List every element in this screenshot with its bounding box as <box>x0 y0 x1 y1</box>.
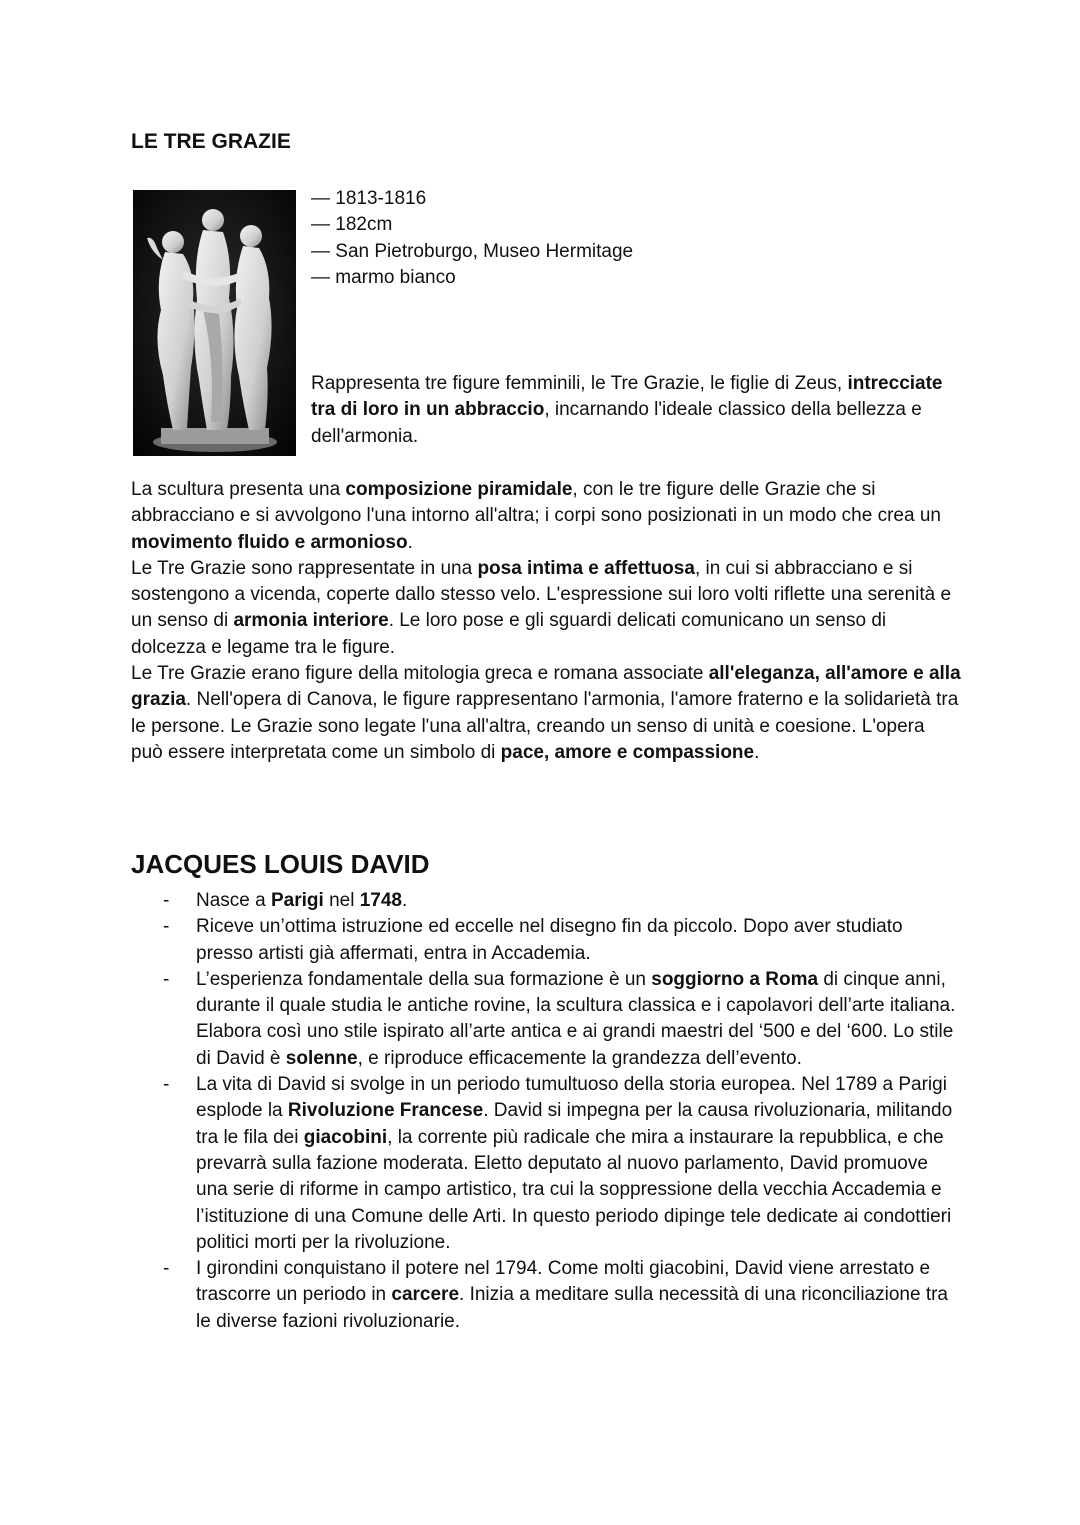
fact-date: — 1813-1816 <box>311 188 427 209</box>
artwork-facts <box>311 186 633 291</box>
bullet-dash: - <box>163 890 170 911</box>
paragraph-meaning: Le Tre Grazie erano figure della mitologia greca e romana associate all'eleganza, all'amore e alla grazia. Nell'opera di Canova, le figure rappresentano l'armonia, l'amore fraterno e la solidarietà tra le persone. Le Grazie sono legate l'una all'altra, creando un senso di unità e coesione. L'opera può essere interpretata come un simbolo di pace, amore e compassione. <box>131 663 961 763</box>
bullet-dash: - <box>163 1074 170 1096</box>
list-item-text: L’esperienza fondamentale della sua formazione è un soggiorno a Roma di cinque anni, durante il quale studia le antiche rovine, la scultura classica e i capolavori dell’arte italiana. Elabora così uno stile ispirato all’arte antica e ai grandi maestri del ‘500 e del ‘600. Lo stile di David è solenne, e riproduce efficacemente la grandezza dell’evento. <box>196 968 956 1069</box>
list-item-text: Nasce a Parigi nel 1748. <box>196 890 408 911</box>
list-item-text: I girondini conquistano il potere nel 1794. Come molti giacobini, David viene arrestato e trascorre un periodo in carcere. Inizia a meditare sulla necessità di una riconciliazione tra le diverse fazioni rivoluzionarie. <box>196 1258 948 1332</box>
bold-text: Rivoluzione Francese <box>287 1100 484 1122</box>
bold-text: carcere <box>391 1284 460 1306</box>
list-item-text: La vita di David si svolge in un periodo tumultuoso della storia europea. Nel 1789 a Parigi esplode la Rivoluzione Francese. David si impegna per la causa rivoluzionaria, militando tra le fila dei giacobini, la corrente più radicale che mira a instaurare la repubblica, e che prevarrà sulla fazione moderata. Eletto deputato al nuovo parlamento, David promuove una serie di riforme in campo artistico, tra cui la soppressione della vecchia Accademia e l’istituzione di una Comune delle Arti. In questo periodo dipinge tele dedicate ai condottieri politici morti per la rivoluzione. <box>196 1074 953 1253</box>
section-title-tre-grazie: LE TRE GRAZIE <box>131 130 291 153</box>
bold-text: pace, amore e compassione <box>500 741 755 763</box>
paragraph-composition: La scultura presenta una composizione piramidale, con le tre figure delle Grazie che si abbracciano e si avvolgono l'una intorno all'altra; i corpi sono posizionati in un modo che crea un movimento fluido e armonioso. <box>131 479 941 553</box>
intro-paragraph: Rappresenta tre figure femminili, le Tre Grazie, le figlie di Zeus, intrecciate tra di loro in un abbraccio, incarnando l'ideale classico della bellezza e dell'armonia. <box>311 373 943 447</box>
list-item-text: Riceve un’ottima istruzione ed eccelle nel disegno fin da piccolo. Dopo aver studiato presso artisti già affermati, entra in Accademia. <box>196 916 903 964</box>
fact-height: — 182cm <box>311 214 393 236</box>
three-graces-sculpture-image <box>133 190 296 456</box>
bold-text: movimento fluido e armonioso <box>131 531 408 553</box>
bold-text: Parigi <box>270 890 324 911</box>
fact-location: — San Pietroburgo, Museo Hermitage <box>311 240 634 262</box>
section-title-david: JACQUES LOUIS DAVID <box>131 849 430 879</box>
list-item <box>131 1256 961 1335</box>
list-item <box>131 1072 961 1256</box>
fact-material: — marmo bianco <box>311 266 456 288</box>
bold-text: posa intima e affettuosa <box>477 557 695 579</box>
bullet-dash: - <box>163 916 170 938</box>
sculpture-photo <box>133 190 296 456</box>
david-bullet-list <box>131 888 961 1335</box>
bold-text: giacobini <box>303 1126 388 1148</box>
list-item <box>131 967 961 1072</box>
list-item <box>131 888 961 914</box>
list-item <box>131 914 961 967</box>
bold-text: intrecciate tra di loro in un abbraccio <box>311 373 943 421</box>
bullet-dash: - <box>163 968 170 990</box>
bold-text: armonia interiore <box>233 610 389 632</box>
bold-text: 1748 <box>359 890 402 911</box>
bullet-dash: - <box>163 1258 170 1280</box>
body-text-tre-grazie <box>131 477 961 766</box>
bold-text: solenne <box>285 1047 358 1069</box>
bold-text: all'eleganza, all'amore e alla grazia <box>131 663 961 711</box>
paragraph-pose: Le Tre Grazie sono rappresentate in una posa intima e affettuosa, in cui si abbracciano e si sostengono a vicenda, coperte dallo stesso velo. L'espressione sui loro volti riflette una serenità e un senso di armonia interiore. Le loro pose e gli sguardi delicati comunicano un senso di dolcezza e legame tra le figure. <box>131 557 952 658</box>
bold-text: soggiorno a Roma <box>651 968 819 990</box>
bold-text: composizione piramidale <box>345 479 573 500</box>
